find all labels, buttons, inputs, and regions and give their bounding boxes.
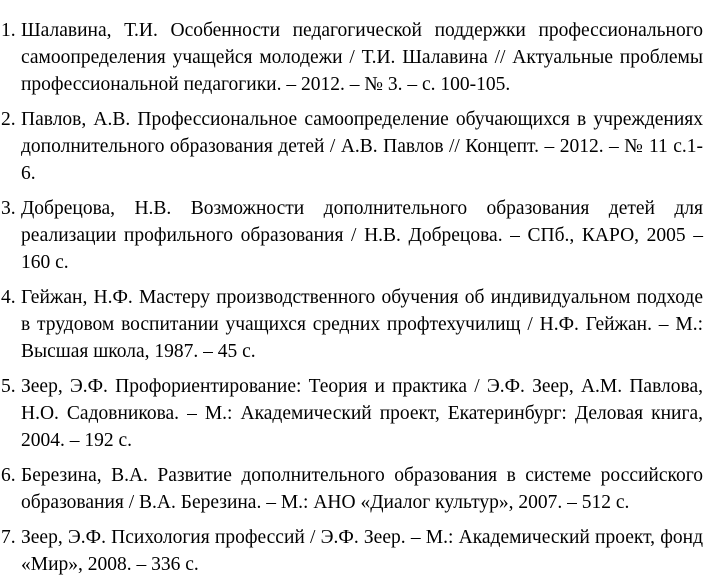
reference-text: Павлов, А.В. Профессиональное самоопределение обучающихся в учреждениях дополнительного образования детей / А.В. Павлов // Концепт. – 2012. – № 11 с.1-6. [21,109,703,184]
reference-text: Гейжан, Н.Ф. Мастеру производственного обучения об индивидуальном подходе в трудовом воспитании учащихся средних профтехучилищ / Н.Ф. Гейжан. – М.: Высшая школа, 1987. – 45 с. [21,287,703,362]
reference-text: Добрецова, Н.В. Возможности дополнительного образования детей для реализации профильного образования / Н.В. Добрецова. – СПб., КАРО, 2005 – 160 с. [21,198,703,273]
reference-item-3 [0,195,704,276]
reference-item-7 [0,524,704,578]
reference-item-4 [0,284,704,365]
reference-number: 6. [1,465,16,486]
reference-number: 4. [1,287,16,308]
reference-list [0,17,704,586]
reference-item-1 [0,17,704,98]
reference-number: 1. [1,20,16,41]
reference-item-2 [0,106,704,187]
reference-number: 7. [1,527,16,548]
reference-text: Зеер, Э.Ф. Психология профессий / Э.Ф. Зеер. – М.: Академический проект, фонд «Мир», 2008. – 336 с. [21,527,703,575]
reference-number: 2. [1,109,16,130]
reference-item-5 [0,373,704,454]
reference-number: 5. [1,376,16,397]
reference-text: Шалавина, Т.И. Особенности педагогической поддержки профессионального самоопределения учащейся молодежи / Т.И. Шалавина // Актуальные проблемы профессиональной педагогики. – 2012. – № 3. – с. 100-105. [21,20,703,95]
reference-number: 3. [1,198,16,219]
reference-text: Березина, В.А. Развитие дополнительного образования в системе российского образования / В.А. Березина. – М.: АНО «Диалог культур», 2007. – 512 с. [21,465,703,513]
reference-item-6 [0,462,704,516]
reference-text: Зеер, Э.Ф. Профориентирование: Теория и практика / Э.Ф. Зеер, А.М. Павлова, Н.О. Садовникова. – М.: Академический проект, Екатеринбург: Деловая книга, 2004. – 192 с. [21,376,703,451]
